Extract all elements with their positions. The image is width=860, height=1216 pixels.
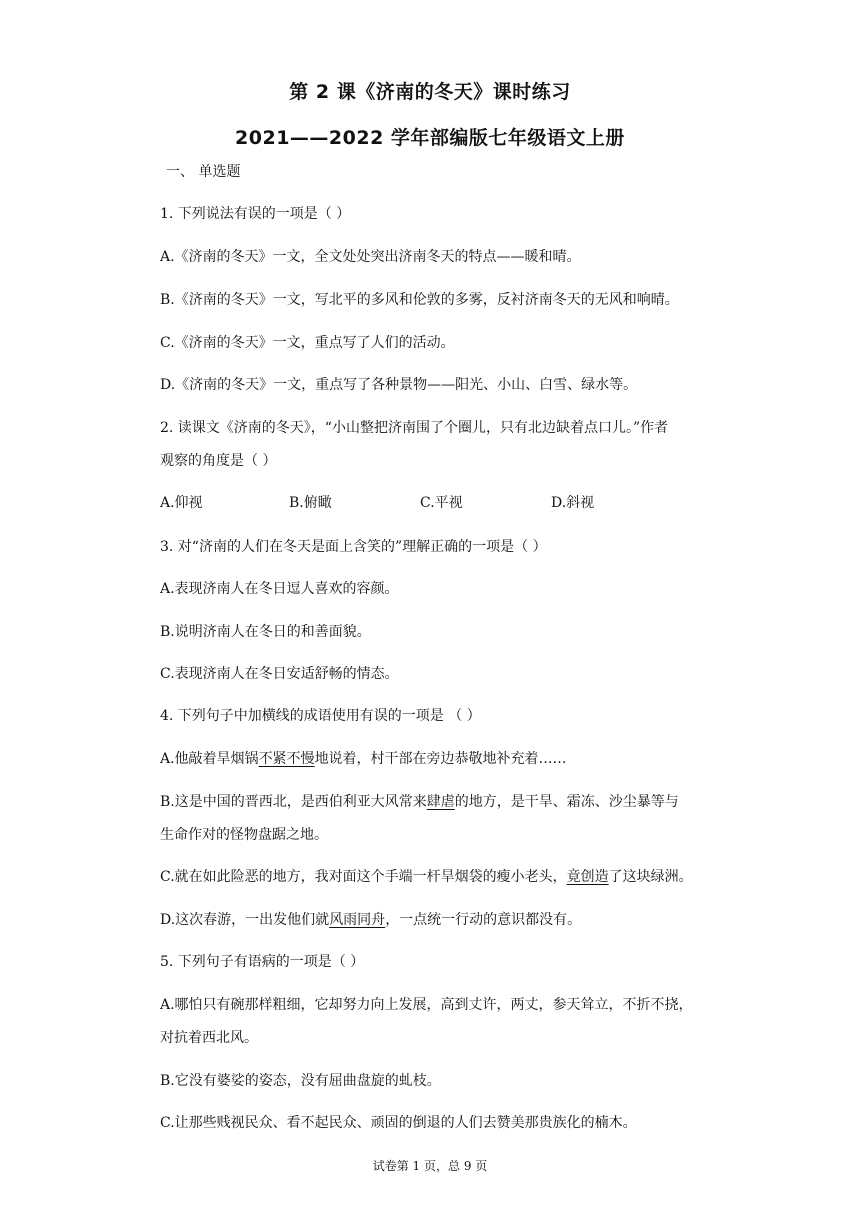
question-4-option-b	[160, 792, 679, 812]
question-4-option-d	[160, 910, 581, 930]
question-2-option-b: B.俯瞰	[289, 495, 332, 511]
option-text: 地说着，村干部在旁边恭敬地补充着……	[314, 751, 567, 767]
question-4-option-a	[160, 749, 567, 769]
underlined-idiom: 不紧不慢	[258, 751, 315, 767]
question-5-option-b: B.它没有婆娑的姿态，没有屈曲盘旋的虬枝。	[160, 1073, 441, 1089]
question-1-option-c: C.《济南的冬天》一文，重点写了人们的活动。	[160, 335, 455, 351]
question-2-stem-line-2: 观察的角度是（ ）	[160, 453, 277, 469]
question-5-option-a-line-2: 对抗着西北风。	[160, 1030, 258, 1046]
question-1-option-b: B.《济南的冬天》一文，写北平的多风和伦敦的多雾，反衬济南冬天的无风和响晴。	[160, 292, 679, 308]
question-3-option-b: B.说明济南人在冬日的和善面貌。	[160, 624, 371, 640]
section-heading: 一、 单选题	[166, 164, 241, 180]
underlined-idiom: 竟创造	[566, 869, 609, 885]
question-1-option-a: A.《济南的冬天》一文，全文处处突出济南冬天的特点——暖和晴。	[160, 249, 581, 265]
question-1-option-d: D.《济南的冬天》一文，重点写了各种景物——阳光、小山、白雪、绿水等。	[160, 377, 638, 393]
question-5-option-a-line-1: A.哪怕只有碗那样粗细，它却努力向上发展，高到丈许，两丈，参天耸立，不折不挠，	[160, 997, 693, 1013]
question-2-option-c: C.平视	[420, 495, 463, 511]
question-4-option-c	[160, 867, 693, 887]
question-1-stem: 1. 下列说法有误的一项是（ ）	[160, 206, 351, 222]
question-3-option-c: C.表现济南人在冬日安适舒畅的情态。	[160, 666, 399, 682]
question-4-option-b-line-2: 生命作对的怪物盘踞之地。	[160, 827, 328, 843]
option-text: A.他敲着旱烟锅	[160, 751, 259, 767]
option-text: C.就在如此险恶的地方，我对面这个手端一杆旱烟袋的瘦小老头，	[160, 869, 567, 885]
question-4-stem: 4. 下列句子中加横线的成语使用有误的一项是 （ ）	[160, 708, 481, 724]
question-3-stem: 3. 对“济南的人们在冬天是面上含笑的”理解正确的一项是（ ）	[160, 539, 547, 555]
page-subtitle: 2021——2022 学年部编版七年级语文上册	[235, 127, 625, 149]
option-text: 的地方，是干旱、霜冻、沙尘暴等与	[454, 794, 679, 810]
question-2-option-d: D.斜视	[551, 495, 595, 511]
option-text: B.这是中国的晋西北，是西伯利亚大风常来	[160, 794, 427, 810]
question-2-option-a: A.仰视	[160, 495, 203, 511]
option-text: D.这次春游，一出发他们就	[160, 912, 330, 928]
page-title: 第 2 课《济南的冬天》课时练习	[289, 81, 571, 103]
underlined-idiom: 风雨同舟	[329, 912, 386, 928]
question-5-option-c: C.让那些贱视民众、看不起民众、顽固的倒退的人们去赞美那贵族化的楠木。	[160, 1115, 637, 1131]
page-footer: 试卷第 1 页，总 9 页	[372, 1159, 488, 1173]
option-text: 了这块绿洲。	[608, 869, 693, 885]
option-text: ，一点统一行动的意识都没有。	[385, 912, 582, 928]
question-5-stem: 5. 下列句子有语病的一项是（ ）	[160, 954, 365, 970]
underlined-idiom: 肆虐	[426, 794, 455, 810]
question-3-option-a: A.表现济南人在冬日逗人喜欢的容颜。	[160, 581, 399, 597]
question-2-stem-line-1: 2. 读课文《济南的冬天》，“小山整把济南围了个圈儿，只有北边缺着点口儿。”作者	[160, 420, 669, 436]
